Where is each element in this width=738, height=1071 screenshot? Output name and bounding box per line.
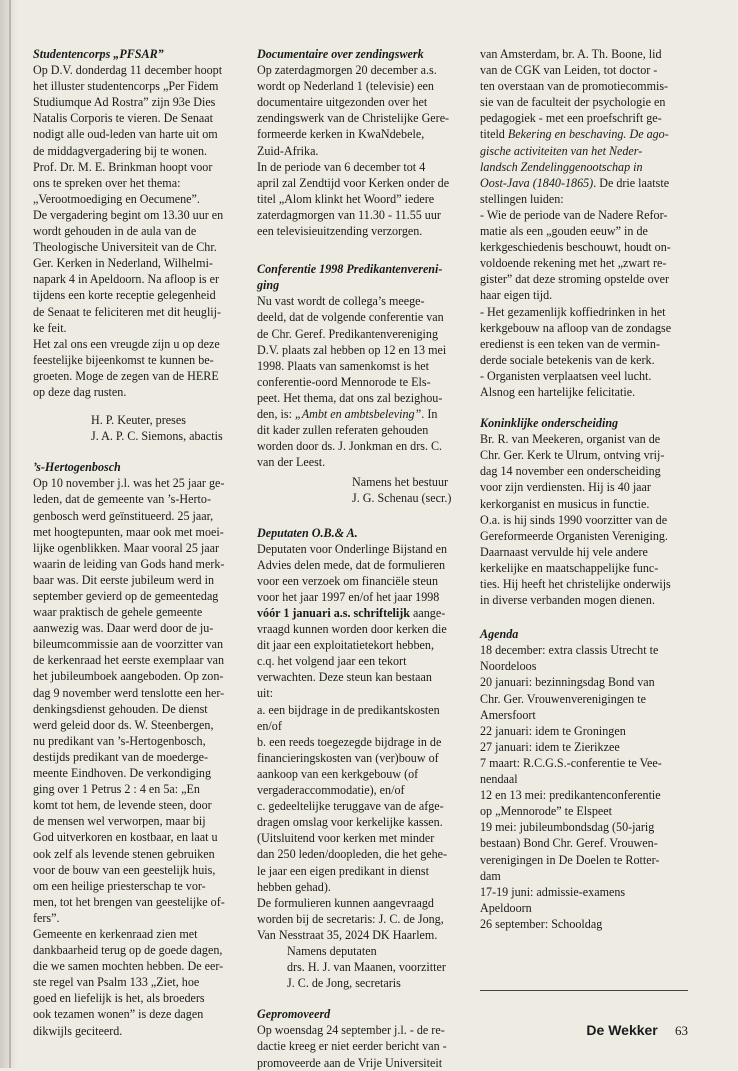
body-gepromoveerd: Op woensdag 24 september j.l. - de re- dactie kreeg er niet eerder bericht van - promoveerde aan de Vrije Universiteit xyxy=(257,1023,447,1070)
agenda-item: 26 september: Schooldag xyxy=(480,916,603,931)
heading-deputaten: Deputaten O.B.& A. xyxy=(257,525,358,540)
dissertation-title: Bekering en beschaving. De ago- gische activiteiten van het Neder- landsch Zendelinggenootschap in Oost-Java (1840-1865) xyxy=(480,127,669,190)
body-gepromoveerd-b: . De drie laatste stellingen luiden: - Wie de periode van de Nadere Refor- matie als een „gouden eeuw” in de kerkgeschiedenis beschouwt, houdt on- voldoende rekening met het „zwart re- gister” dat deze stroming opstelde over haar eigen tijd. - Het gezamenlijk koffiedrinken in het kerkgebouw na afloop van de zondagse eredienst is een teken van de vermin- derde sociale betekenis van de kerk. - Organisten verplaatsen veel lucht. Alsnog een hartelijke felicitatie. xyxy=(480,175,672,399)
signature-conferentie: Namens het bestuur J. G. Schenau (secr.) xyxy=(352,475,452,506)
section-conferentie xyxy=(257,261,469,506)
agenda-item: 19 mei: jubileumbondsdag (50-jarig bestaan) Bond Chr. Geref. Vrouwen- verenigingen in De Doelen te Rotter- dam xyxy=(480,820,660,883)
heading-hertogenbosch: ’s-Hertogenbosch xyxy=(33,460,121,475)
section-gepromoveerd xyxy=(257,1006,469,1070)
body-deputaten-b: aange- vraagd kunnen worden door kerken die dit jaar een exploitatietekort hebben, c.q. het volgend jaar een tekort verwachten. Deze steun kan bestaan uit: a. een bijdrage in de predikantskosten en/of b. een reeds toegezegde bijdrage in de financieringskosten van (ver)bouw of aankoop van een kerkgebouw (of vergaderaccommodatie), en/of c. gedeeltelijke teruggave van de afge- dragen omslag voor kerkelijke kassen. (Uitsluitend voor kerken met minder dan 250 leden/doopleden, die het gehe- le jaar een eigen predikant in dienst hebben gehad). De formulieren kunnen aangevraagd worden bij de secretaris: J. C. de Jong, Van Nesstraat 35, 2024 DK Haarlem. xyxy=(257,606,448,942)
binding-line xyxy=(9,0,11,1068)
agenda-item: 22 januari: idem te Groningen xyxy=(480,723,626,738)
body-conferentie-b: . In dit kader zullen referaten gehouden worden door ds. J. Jonkman en drs. C. van der Leest. xyxy=(257,406,443,470)
section-studentencorps xyxy=(33,46,247,444)
publication-name: De Wekker xyxy=(586,1022,658,1038)
agenda-list xyxy=(480,642,692,932)
body-deputaten xyxy=(257,541,469,943)
body-conferentie-a: Nu vast wordt de collega’s meege- deeld, dat de volgende conferentie van de Chr. Geref. Predikantenvereniging D.V. plaats zal hebben op 12 en 13 mei 1998. Plaats van samenkomst is het conferentie-oord Mennorode te Els- peet. Het thema, dat ons zal bezighou- den, is: xyxy=(257,294,447,421)
agenda-item: 20 januari: bezinningsdag Bond van Chr. Ger. Vrouwenverenigingen te Amersfoort xyxy=(480,675,655,722)
section-gepromoveerd-continued xyxy=(480,46,692,400)
column-2 xyxy=(257,46,469,1071)
body-studentencorps: Op D.V. donderdag 11 december hoopt het illuster studentencorps „Per Fidem Studiumque Ad Rostra” zijn 93e Dies Natalis Corporis te vieren. De Senaat nodigt alle oud-leden van harte uit om de middagvergadering bij te wonen. Prof. Dr. M. E. Brinkman hoopt voor ons te spreken over het thema: „Verootmoediging en Oecumene”. De vergadering begint om 13.30 uur en wordt gehouden in de aula van de Theologische Universiteit van de Chr. Ger. Kerken in Nederland, Wilhelmi- napark 4 in Apeldoorn. Na afloop is er tijdens een korte receptie gelegenheid de Senaat te feliciteren met dit heuglij- ke feit. Het zal ons een vreugde zijn u op deze feestelijke bijeenkomst te kunnen be- groeten. Moge de zegen van de HERE op deze dag rusten. xyxy=(33,63,224,399)
body-hertogenbosch: Op 10 november j.l. was het 25 jaar ge- leden, dat de gemeente van ’s-Herto- genbosch werd geïnstitueerd. 25 jaar, met hoogtepunten, maar ook met moei- lijke ogenblikken. Maar vooral 25 jaar waarin de leiding van Gods hand merk- baar was. Dit eerste jubileum werd in september gevierd op de gemeentedag waar praktisch de gehele gemeente aanwezig was. Daar werd door de ju- bileumcommissie aan de voorzitter van de kerkenraad het eerste exemplaar van het jubileumboek aangeboden. Op zon- dag 9 november werd tenslotte een her- denkingsdienst gehouden. De dienst werd geleid door ds. W. Steenbergen, nu predikant van ’s-Hertogenbosch, destijds predikant van de moederge- meente Eindhoven. De verkondiging ging over 1 Petrus 2 : 4 en 5a: „En komt tot hem, de levende steen, door de mensen wel verworpen, maar bij God uitverkoren en kostbaar, en laat u ook zelf als levende stenen gebruiken voor de bouw van een geestelijk huis, om een heilige priesterschap te vor- men, tot het brengen van geestelijke of- fers”. Gemeente en kerkenraad zien met dankbaarheid terug op de goede dagen, die we samen mochten hebben. De eer- ste regel van Psalm 133 „Ziet, hoe goed en liefelijk is het, als broeders ook tezamen wonen” is deze dagen dikwijls geciteerd. xyxy=(33,476,225,1038)
section-onderscheiding xyxy=(480,415,692,608)
heading-documentaire: Documentaire over zendingswerk xyxy=(257,47,424,61)
page-number: 63 xyxy=(675,1023,688,1038)
signature-studentencorps: H. P. Keuter, preses J. A. P. C. Siemons, abactis xyxy=(91,413,223,444)
section-agenda xyxy=(480,626,692,932)
body-gepromoveerd-a: van Amsterdam, br. A. Th. Boone, lid van de CGK van Leiden, tot doctor - ten overstaan van de promotiecommis- sie van de faculteit der psychologie en pedagogiek - met een proefschrift ge- titeld xyxy=(480,47,669,142)
section-deputaten xyxy=(257,525,469,992)
section-documentaire xyxy=(257,46,469,239)
heading-agenda: Agenda xyxy=(480,627,519,642)
signature-deputaten: Namens deputaten drs. H. J. van Maanen, voorzitter J. C. de Jong, secretaris xyxy=(287,943,446,991)
agenda-item: 12 en 13 mei: predikantenconferentie op „Mennorode” te Elspeet xyxy=(480,788,661,819)
agenda-item: 18 december: extra classis Utrecht te Noordeloos xyxy=(480,643,659,674)
agenda-item: 27 januari: idem te Zierikzee xyxy=(480,739,620,754)
heading-gepromoveerd: Gepromoveerd xyxy=(257,1007,331,1022)
deputaten-deadline: vóór 1 januari a.s. schriftelijk xyxy=(257,606,410,620)
agenda-item: 17-19 juni: admissie-examens Apeldoorn xyxy=(480,884,626,915)
section-hertogenbosch xyxy=(33,459,247,1038)
body-documentaire: Op zaterdagmorgen 20 december a.s. wordt op Nederland 1 (televisie) een documentaire uitgezonden over het zendingswerk van de Christelijke Gere- formeerde kerken in KwaNdebele, Zuid-Afrika. In de periode van 6 december tot 4 april zal Zendtijd voor Kerken onder de titel „Alom klinkt het Woord” iedere zaterdagmorgen van 11.30 - 11.55 uur een televisieuitzending verzorgen. xyxy=(257,63,450,239)
page-footer xyxy=(586,1022,688,1039)
heading-conferentie: Conferentie 1998 Predikantenvereni- ging xyxy=(257,262,443,293)
conferentie-theme: „Ambt en ambtsbeleving” xyxy=(294,406,422,421)
body-onderscheiding: Br. R. van Meekeren, organist van de Chr. Ger. Kerk te Ulrum, ontving vrij- dag 14 november een onderscheiding voor zijn verdiensten. Hij is 40 jaar kerkorganist en musicus in functie. O.a. is hij sinds 1990 voorzitter van de Gereformeerde Organisten Vereniging. Daarnaast vervulde hij vele andere kerkelijke en maatschappelijke func- ties. Hij heeft het christelijke onderwijs in diverse verbanden mogen dienen. xyxy=(480,432,671,608)
body-conferentie xyxy=(257,293,469,470)
footer-rule xyxy=(480,990,688,991)
agenda-item: 7 maart: R.C.G.S.-conferentie te Vee- nendaal xyxy=(480,755,662,787)
body-gepromoveerd-continued xyxy=(480,46,692,400)
heading-onderscheiding: Koninklijke onderscheiding xyxy=(480,416,619,431)
heading-studentencorps: Studentencorps „PFSAR” xyxy=(33,47,164,61)
column-3 xyxy=(480,46,692,932)
body-deputaten-a: Deputaten voor Onderlinge Bijstand en Advies delen mede, dat de formulieren voor een verzoek om financiële steun voor het jaar 1997 en/of het jaar 1998 xyxy=(257,541,448,604)
column-1 xyxy=(33,46,247,1039)
